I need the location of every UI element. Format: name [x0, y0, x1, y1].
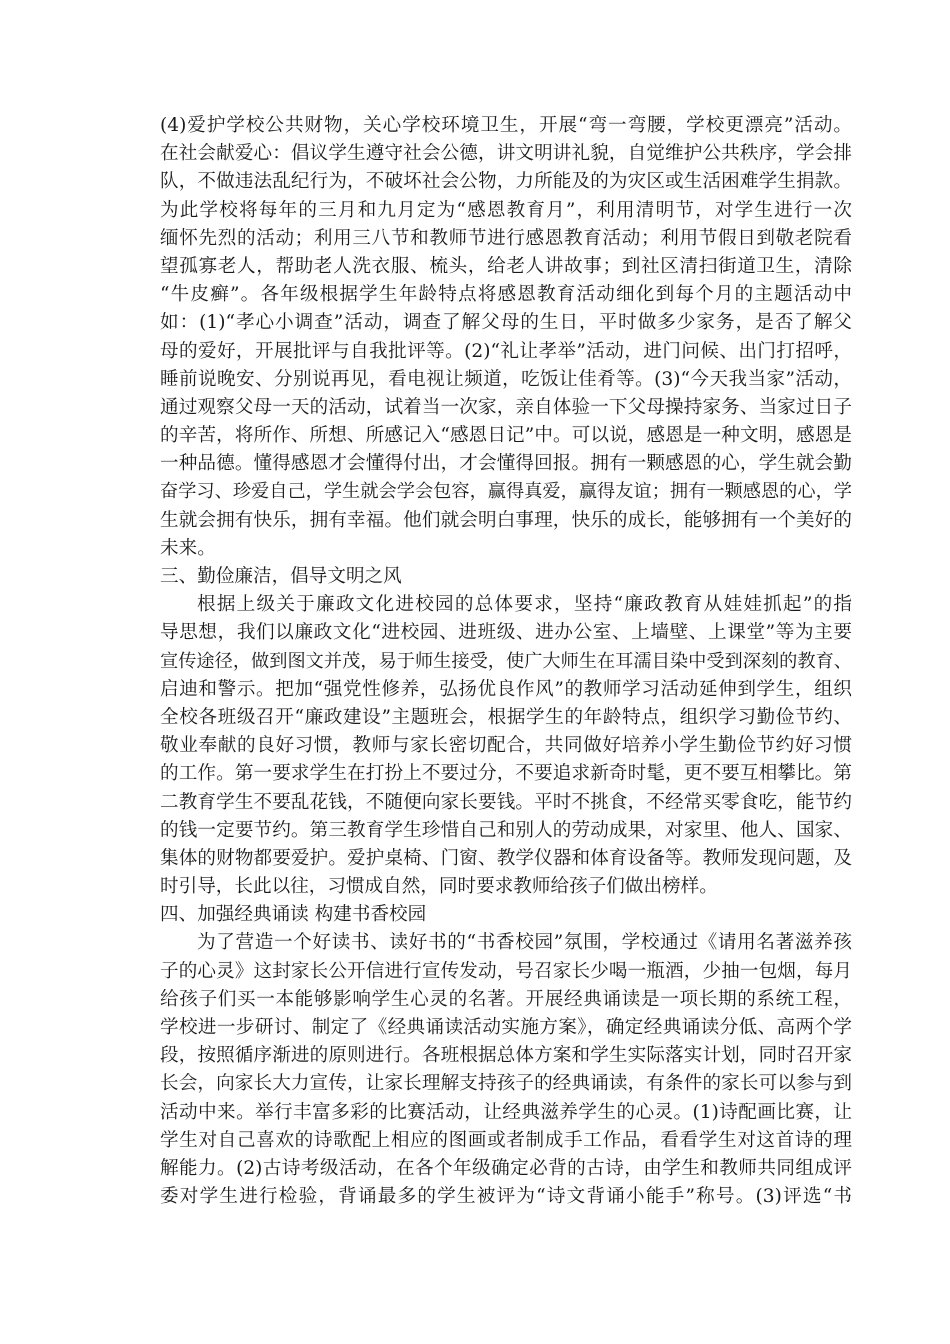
- section-heading: 四、加强经典诵读 构建书香校园: [160, 904, 427, 926]
- paragraph-line: 根据上级关于廉政文化进校园的总体要求，坚持“廉政教育从娃娃抓起”的指: [197, 594, 852, 616]
- paragraph-line: 的工作。第一要求学生在打扮上不要过分，不要追求新奇时髦，更不要互相攀比。第: [160, 763, 852, 785]
- paragraph-line: 委对学生进行检验，背诵最多的学生被评为“诗文背诵小能手”称号。(3)评选“书: [160, 1186, 852, 1208]
- paragraph-line: “牛皮癣”。各年级根据学生年龄特点将感恩教育活动细化到每个月的主题活动中: [160, 284, 852, 306]
- paragraph-line: 段，按照循序渐进的原则进行。各班根据总体方案和学生实际落实计划，同时召开家: [160, 1045, 852, 1067]
- paragraph-line: 一种品德。懂得感恩才会懂得付出，才会懂得回报。拥有一颗感恩的心，学生就会勤: [160, 453, 852, 475]
- paragraph-line: 长会，向家长大力宣传，让家长理解支持孩子的经典诵读，有条件的家长可以参与到: [160, 1073, 852, 1095]
- section-heading: 三、勤俭廉洁，倡导文明之风: [160, 566, 402, 587]
- paragraph-line: 睡前说晚安、分别说再见，看电视让频道，吃饭让佳肴等。(3)“今天我当家”活动，: [160, 368, 852, 390]
- paragraph-line: 学校进一步研讨、制定了《经典诵读活动实施方案》，确定经典诵读分低、高两个学: [160, 1017, 852, 1038]
- paragraph-line: 宣传途径，做到图文并茂，易于师生接受，使广大师生在耳濡目染中受到深刻的教育、: [160, 650, 852, 672]
- paragraph-line: 启迪和警示。把加“强党性修养，弘扬优良作风”的教师学习活动延伸到学生，组织: [160, 678, 852, 700]
- paragraph-line: 通过观察父母一天的活动，试着当一次家，亲自体验一下父母操持家务、当家过日子: [160, 396, 852, 418]
- paragraph-line: 队，不做违法乱纪行为，不破坏社会公物，力所能及的为灾区或生活困难学生捐款。: [160, 171, 852, 193]
- paragraph-line: 导思想，我们以廉政文化“进校园、进班级、进办公室、上墙壁、上课堂”等为主要: [160, 622, 852, 644]
- paragraph-line: (4)爱护学校公共财物，关心学校环境卫生，开展“弯一弯腰，学校更漂亮”活动。: [160, 115, 852, 136]
- paragraph-line: 的辛苦，将所作、所想、所感记入“感恩日记”中。可以说，感恩是一种文明，感恩是: [160, 425, 852, 447]
- paragraph-line: 生就会拥有快乐，拥有幸福。他们就会明白事理，快乐的成长，能够拥有一个美好的: [160, 509, 852, 531]
- paragraph-line: 奋学习、珍爱自己，学生就会学会包容，赢得真爱，赢得友谊；拥有一颗感恩的心，学: [160, 481, 852, 503]
- paragraph-line: 缅怀先烈的活动；利用三八节和教师节进行感恩教育活动；利用节假日到敬老院看: [160, 227, 852, 249]
- paragraph-line: 望孤寡老人，帮助老人洗衣服、梳头，给老人讲故事；到社区清扫街道卫生，清除: [160, 255, 852, 277]
- paragraph-line: 母的爱好，开展批评与自我批评等。(2)“礼让孝举”活动，进门问候、出门打招呼，: [160, 340, 852, 362]
- paragraph-line: 解能力。(2)古诗考级活动，在各个年级确定必背的古诗，由学生和教师共同组成评: [160, 1157, 852, 1179]
- paragraph-line: 为此学校将每年的三月和九月定为“感恩教育月”，利用清明节，对学生进行一次: [160, 199, 852, 221]
- paragraph-line: 子的心灵》这封家长公开信进行宣传发动，号召家长少喝一瓶酒，少抽一包烟，每月: [160, 960, 852, 982]
- paragraph-line: 如：(1)“孝心小调查”活动，调查了解父母的生日，平时做多少家务，是否了解父: [160, 312, 852, 334]
- paragraph-line: 未来。: [160, 537, 216, 559]
- paragraph-line: 为了营造一个好读书、读好书的“书香校园”氛围，学校通过《请用名著滋养孩: [197, 932, 852, 954]
- paragraph-line: 二教育学生不要乱花钱，不随便向家长要钱。平时不挑食，不经常买零食吃，能节约: [160, 791, 852, 813]
- paragraph-line: 活动中来。举行丰富多彩的比赛活动，让经典滋养学生的心灵。(1)诗配画比赛，让: [160, 1101, 852, 1123]
- paragraph-line: 敬业奉献的良好习惯，教师与家长密切配合，共同做好培养小学生勤俭节约好习惯: [160, 735, 852, 757]
- paragraph-line: 集体的财物都要爱护。爱护桌椅、门窗、教学仪器和体育设备等。教师发现问题，及: [160, 847, 852, 869]
- paragraph-line: 全校各班级召开“廉政建设”主题班会，根据学生的年龄特点，组织学习勤俭节约、: [160, 706, 852, 728]
- document-body: [160, 112, 852, 1211]
- paragraph-line: 时引导，长此以往，习惯成自然，同时要求教师给孩子们做出榜样。: [160, 876, 718, 898]
- paragraph-line: 学生对自己喜欢的诗歌配上相应的图画或者制成手工作品，看看学生对这首诗的理: [160, 1129, 852, 1151]
- paragraph-line: 给孩子们买一本能够影响学生心灵的名著。开展经典诵读是一项长期的系统工程，: [160, 988, 852, 1010]
- paragraph-line: 在社会献爱心：倡议学生遵守社会公德，讲文明讲礼貌，自觉维护公共秩序，学会排: [160, 143, 852, 165]
- paragraph-line: 的钱一定要节约。第三教育学生珍惜自己和别人的劳动成果，对家里、他人、国家、: [160, 819, 852, 841]
